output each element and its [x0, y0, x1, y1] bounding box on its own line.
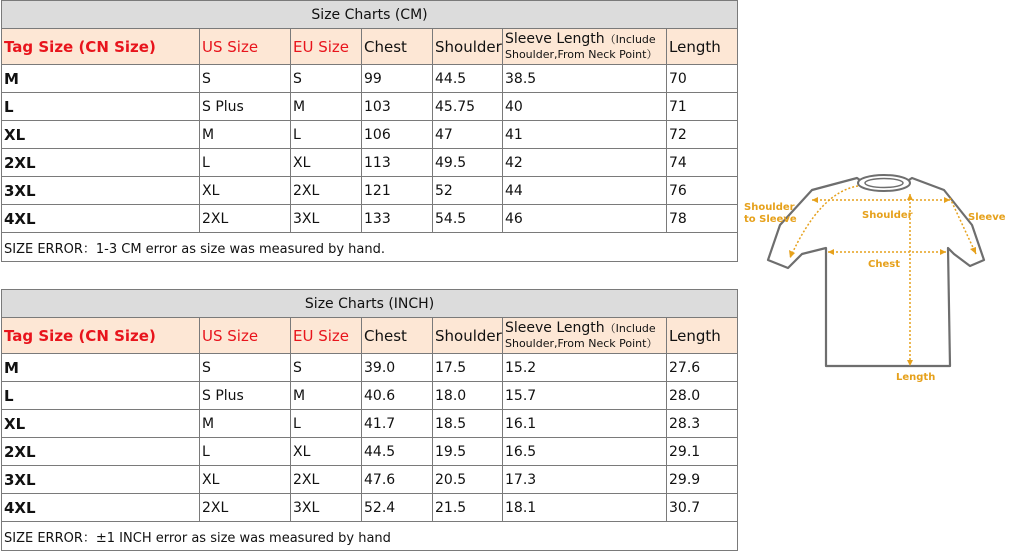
cm-header-row [2, 29, 738, 65]
label-shoulder: Shoulder [862, 210, 913, 221]
cell-us: M [200, 121, 291, 149]
cell-eu: L [291, 410, 362, 438]
cell-length: 76 [667, 177, 738, 205]
cell-eu: S [291, 65, 362, 93]
cell-chest: 40.6 [362, 382, 433, 410]
cell-sleeve: 40 [503, 93, 667, 121]
cell-sleeve: 42 [503, 149, 667, 177]
table-row [2, 438, 738, 466]
cell-shoulder: 52 [433, 177, 503, 205]
cell-eu: 2XL [291, 177, 362, 205]
cell-us: 2XL [200, 494, 291, 522]
size-chart-inch-table [1, 289, 738, 551]
cell-eu: XL [291, 438, 362, 466]
cell-sleeve: 44 [503, 177, 667, 205]
cell-shoulder: 20.5 [433, 466, 503, 494]
header-length: Length [667, 29, 738, 65]
cell-us: XL [200, 177, 291, 205]
cell-eu: M [291, 382, 362, 410]
cell-sleeve: 16.5 [503, 438, 667, 466]
cell-chest: 106 [362, 121, 433, 149]
cell-eu: 2XL [291, 466, 362, 494]
cell-shoulder: 21.5 [433, 494, 503, 522]
cell-tag: L [2, 382, 200, 410]
cell-length: 28.0 [667, 382, 738, 410]
cell-tag: 4XL [2, 205, 200, 233]
cell-sleeve: 46 [503, 205, 667, 233]
cell-chest: 113 [362, 149, 433, 177]
cell-length: 70 [667, 65, 738, 93]
cell-shoulder: 17.5 [433, 354, 503, 382]
cell-length: 74 [667, 149, 738, 177]
header-us-size: US Size [200, 29, 291, 65]
table-row [2, 149, 738, 177]
cell-us: S Plus [200, 382, 291, 410]
cell-tag: M [2, 65, 200, 93]
cell-shoulder: 19.5 [433, 438, 503, 466]
inch-table-title: Size Charts (INCH) [2, 290, 738, 318]
header-sleeve-length [503, 29, 667, 65]
cell-length: 72 [667, 121, 738, 149]
table-row [2, 410, 738, 438]
cell-us: M [200, 410, 291, 438]
cell-chest: 44.5 [362, 438, 433, 466]
inch-size-error-note: SIZE ERROR：±1 INCH error as size was measured by hand [2, 522, 738, 551]
cell-us: S Plus [200, 93, 291, 121]
cm-table-title: Size Charts (CM) [2, 1, 738, 29]
cell-tag: 3XL [2, 177, 200, 205]
cell-chest: 41.7 [362, 410, 433, 438]
cell-tag: 2XL [2, 149, 200, 177]
cell-sleeve: 41 [503, 121, 667, 149]
cell-shoulder: 44.5 [433, 65, 503, 93]
cell-eu: L [291, 121, 362, 149]
label-shoulder-to-sleeve [744, 202, 797, 226]
cell-eu: XL [291, 149, 362, 177]
tshirt-measurement-diagram [740, 170, 1024, 390]
cell-us: L [200, 149, 291, 177]
cell-sleeve: 17.3 [503, 466, 667, 494]
cell-eu: 3XL [291, 205, 362, 233]
table-row [2, 354, 738, 382]
cell-shoulder: 18.0 [433, 382, 503, 410]
cell-shoulder: 49.5 [433, 149, 503, 177]
table-row [2, 65, 738, 93]
cell-tag: XL [2, 410, 200, 438]
cell-chest: 39.0 [362, 354, 433, 382]
table-row [2, 205, 738, 233]
label-chest: Chest [868, 259, 900, 270]
cell-us: L [200, 438, 291, 466]
header-sleeve-note-a: （Include [604, 321, 656, 335]
header-chest: Chest [362, 318, 433, 354]
table-row [2, 382, 738, 410]
cell-shoulder: 54.5 [433, 205, 503, 233]
cell-chest: 47.6 [362, 466, 433, 494]
label-sleeve: Sleeve [968, 212, 1006, 223]
cell-eu: S [291, 354, 362, 382]
cell-sleeve: 16.1 [503, 410, 667, 438]
cell-tag: 2XL [2, 438, 200, 466]
cell-tag: 4XL [2, 494, 200, 522]
table-row [2, 494, 738, 522]
cell-eu: M [291, 93, 362, 121]
header-sleeve-note-b: Shoulder,From Neck Point） [505, 336, 658, 350]
cell-length: 29.9 [667, 466, 738, 494]
cell-chest: 99 [362, 65, 433, 93]
cell-length: 28.3 [667, 410, 738, 438]
cell-chest: 121 [362, 177, 433, 205]
cell-chest: 133 [362, 205, 433, 233]
cell-tag: 3XL [2, 466, 200, 494]
cell-chest: 103 [362, 93, 433, 121]
cell-length: 29.1 [667, 438, 738, 466]
header-us-size: US Size [200, 318, 291, 354]
label-shoulder-to-sleeve-b: to Sleeve [744, 214, 797, 225]
size-chart-cm-table [1, 0, 738, 262]
header-tag-size: Tag Size (CN Size) [2, 318, 200, 354]
cell-length: 78 [667, 205, 738, 233]
cell-tag: L [2, 93, 200, 121]
cell-us: XL [200, 466, 291, 494]
header-sleeve-note-a: （Include [604, 32, 656, 46]
cell-length: 30.7 [667, 494, 738, 522]
cell-sleeve: 38.5 [503, 65, 667, 93]
cell-chest: 52.4 [362, 494, 433, 522]
cell-length: 27.6 [667, 354, 738, 382]
header-sleeve-note-b: Shoulder,From Neck Point） [505, 47, 658, 61]
header-eu-size: EU Size [291, 318, 362, 354]
cell-sleeve: 15.2 [503, 354, 667, 382]
table-row [2, 93, 738, 121]
header-sleeve-length [503, 318, 667, 354]
cell-us: S [200, 354, 291, 382]
cell-length: 71 [667, 93, 738, 121]
header-sleeve-main: Sleeve Length [505, 319, 605, 336]
cell-tag: M [2, 354, 200, 382]
cell-sleeve: 15.7 [503, 382, 667, 410]
header-tag-size: Tag Size (CN Size) [2, 29, 200, 65]
table-row [2, 466, 738, 494]
cell-shoulder: 47 [433, 121, 503, 149]
cell-eu: 3XL [291, 494, 362, 522]
cell-shoulder: 45.75 [433, 93, 503, 121]
table-row [2, 177, 738, 205]
inch-header-row [2, 318, 738, 354]
header-length: Length [667, 318, 738, 354]
cell-tag: XL [2, 121, 200, 149]
cell-us: 2XL [200, 205, 291, 233]
header-eu-size: EU Size [291, 29, 362, 65]
header-sleeve-main: Sleeve Length [505, 30, 605, 47]
header-chest: Chest [362, 29, 433, 65]
label-shoulder-to-sleeve-a: Shoulder [744, 202, 795, 213]
header-shoulder: Shoulder [433, 318, 503, 354]
cell-shoulder: 18.5 [433, 410, 503, 438]
cell-sleeve: 18.1 [503, 494, 667, 522]
cell-us: S [200, 65, 291, 93]
cm-size-error-note: SIZE ERROR：1-3 CM error as size was measured by hand. [2, 233, 738, 262]
table-row [2, 121, 738, 149]
header-shoulder: Shoulder [433, 29, 503, 65]
label-length: Length [896, 372, 936, 383]
